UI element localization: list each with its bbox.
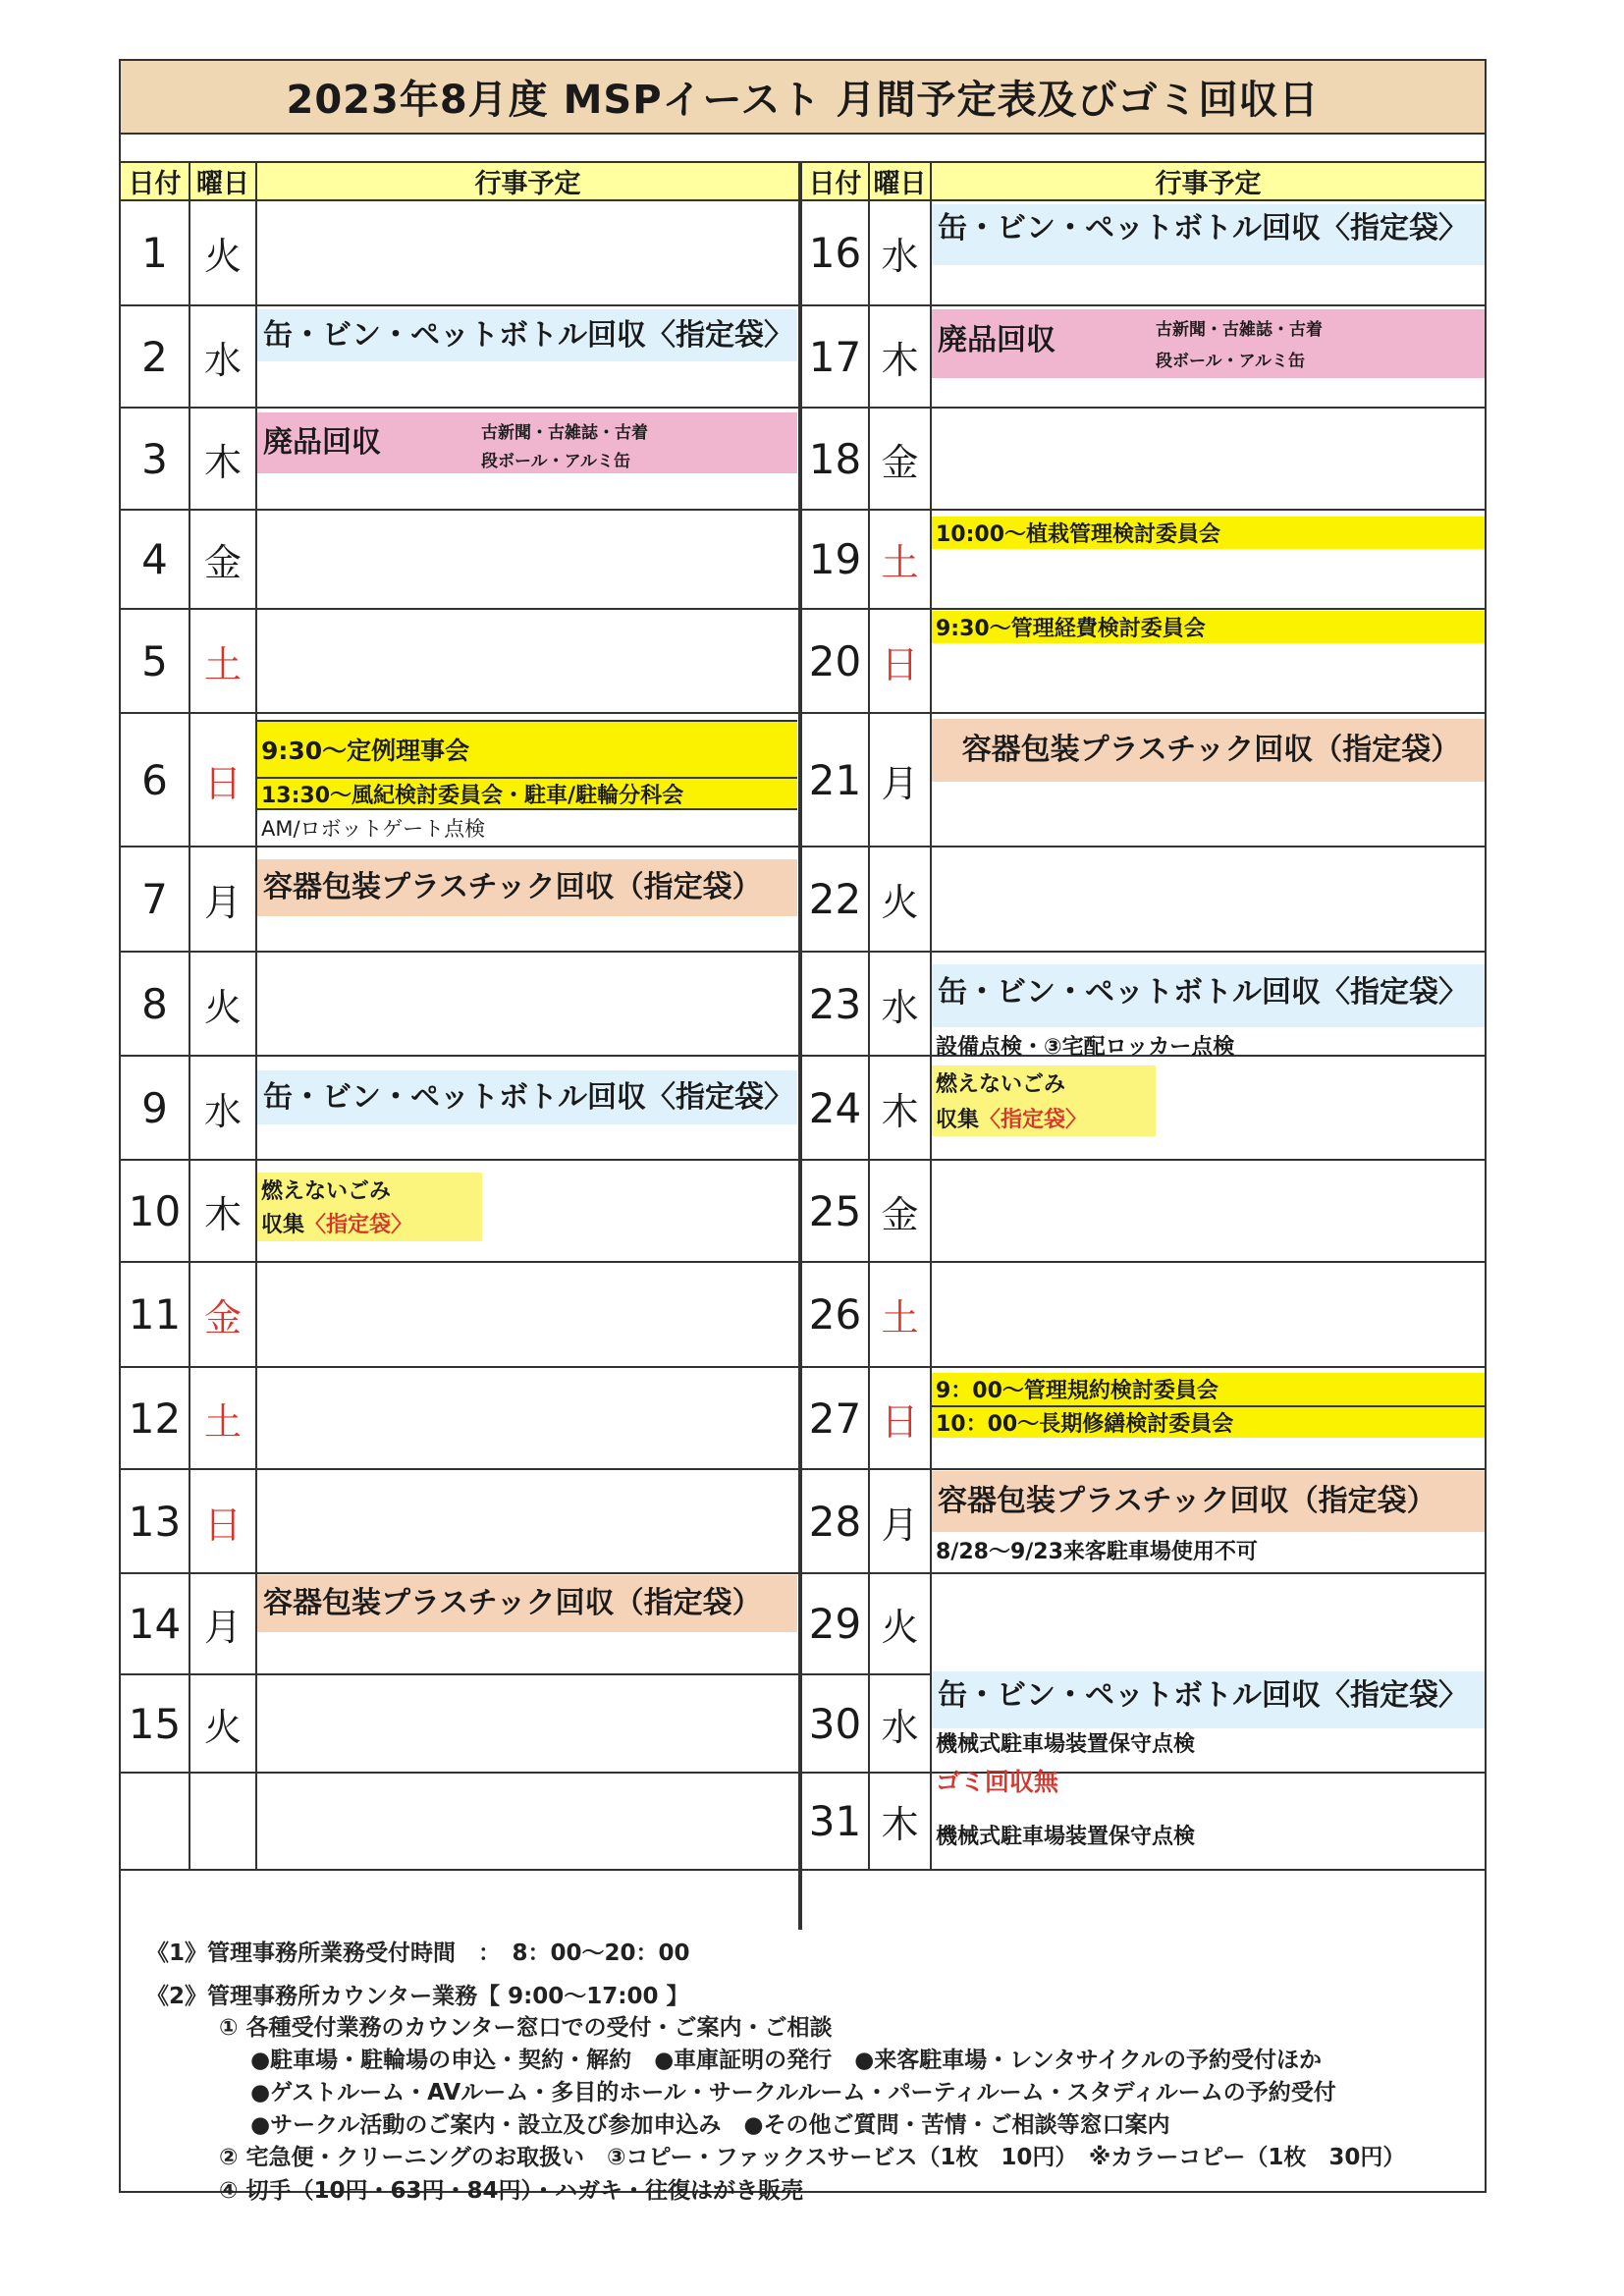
waste-paper-collection-event <box>932 309 1485 378</box>
can-bottle-collection-event: 缶・ビン・ペットボトル回収〈指定袋〉 <box>932 964 1485 1027</box>
event-cell <box>932 1574 1485 1673</box>
weekday-cell: 土 <box>870 1263 932 1366</box>
expense-committee-event <box>932 611 1485 643</box>
calendar-row <box>121 1263 798 1368</box>
event-title: 収集 <box>261 1213 305 1237</box>
day-number: 10 <box>121 1161 190 1261</box>
event-title: 燃えないごみ <box>936 1072 1066 1097</box>
note-line: ② 宅急便・クリーニングのお取扱い ③コピー・ファックスサービス（1枚 10円） ※カラーコピー（1枚 30円） <box>219 2145 1406 2170</box>
weekday-cell: 土 <box>190 610 257 712</box>
committee-meeting-event <box>257 779 797 810</box>
event-detail: 古新聞・古雑誌・古着 <box>1156 320 1323 340</box>
schedule-sheet <box>119 59 1487 2204</box>
event-cell <box>932 1263 1485 1366</box>
day-number: 2 <box>121 306 190 407</box>
weekday-cell: 火 <box>190 201 257 304</box>
day-number: 22 <box>802 847 870 951</box>
event-title: 13:30～風紀検討委員会・駐車/駐輪分科会 <box>261 783 684 808</box>
weekday-cell: 木 <box>190 1161 257 1261</box>
event-cell <box>257 1774 798 1869</box>
weekday-cell: 月 <box>190 847 257 951</box>
event-cell <box>257 201 798 304</box>
event-detail: 段ボール・アルミ缶 <box>1156 352 1305 371</box>
calendar-row <box>121 1470 798 1574</box>
event-cell <box>257 1263 798 1366</box>
note-line: 《2》管理事務所カウンター業務【 9:00～17:00 】 <box>146 1984 689 2009</box>
parking-maintenance-event <box>932 1820 1485 1849</box>
equipment-inspection-event <box>932 1030 1485 1060</box>
day-number: 8 <box>121 953 190 1055</box>
note-line: ●駐車場・駐輪場の申込・契約・解約 ●車庫証明の発行 ●来客駐車場・レンタサイクルの予約受付ほか <box>250 2048 1322 2073</box>
weekday-cell: 水 <box>870 1675 932 1772</box>
event-cell <box>257 953 798 1055</box>
header-date: 日付 <box>802 163 870 199</box>
header-date: 日付 <box>121 163 190 199</box>
note-line: ④ 切手（10円・63円・84円）・ハガキ・往復はがき販売 <box>219 2178 804 2204</box>
event-title: 設備点検・③宅配ロッカー点検 <box>936 1034 1235 1060</box>
non-burnable-collection-event <box>257 1173 482 1241</box>
designated-bag-note: 〈指定袋〉 <box>304 1213 413 1237</box>
weekday-cell: 日 <box>190 714 257 846</box>
calendar-row <box>121 1774 798 1871</box>
left-header <box>121 161 802 201</box>
day-number: 20 <box>802 610 870 712</box>
plastic-collection-event: 容器包装プラスチック回収（指定袋） <box>932 719 1485 782</box>
weekday-cell: 土 <box>870 511 932 608</box>
day-number: 11 <box>121 1263 190 1366</box>
note-line: ① 各種受付業務のカウンター窓口での受付・ご案内・ご相談 <box>219 2015 833 2041</box>
non-burnable-collection-event <box>932 1066 1156 1136</box>
weekday-cell: 日 <box>870 1368 932 1468</box>
event-title: 9:30～管理経費検討委員会 <box>936 617 1206 641</box>
planting-committee-event <box>932 517 1485 549</box>
event-title: 燃えないごみ <box>261 1179 392 1204</box>
weekday-cell: 木 <box>870 1057 932 1159</box>
no-garbage-event <box>932 1764 1485 1797</box>
event-title: 機械式駐車場装置保守点検 <box>936 1824 1196 1849</box>
calendar-row <box>121 201 798 306</box>
event-title: ゴミ回収無 <box>936 1768 1059 1796</box>
event-detail: 古新聞・古雑誌・古着 <box>481 423 648 443</box>
weekday-cell: 金 <box>870 1161 932 1261</box>
day-number: 24 <box>802 1057 870 1159</box>
day-number: 1 <box>121 201 190 304</box>
day-number: 9 <box>121 1057 190 1159</box>
header-events: 行事予定 <box>257 163 802 199</box>
event-title: 8/28～9/23来客駐車場使用不可 <box>936 1539 1258 1564</box>
event-title: 10:00～植栽管理検討委員会 <box>936 522 1221 547</box>
weekday-cell: 金 <box>870 409 932 509</box>
calendar-row <box>121 953 798 1057</box>
robot-gate-inspection-event <box>257 813 797 843</box>
day-number: 5 <box>121 610 190 712</box>
can-bottle-collection-event: 缶・ビン・ペットボトル回収〈指定袋〉 <box>932 204 1485 265</box>
designated-bag-note: 〈指定袋〉 <box>979 1108 1088 1132</box>
event-cell <box>257 511 798 608</box>
page-title: 2023年8月度 MSPイースト 月間予定表及びゴミ回収日 <box>121 61 1485 135</box>
day-number: 14 <box>121 1574 190 1673</box>
day-number: 12 <box>121 1368 190 1468</box>
day-number: 31 <box>802 1774 870 1869</box>
calendar-row <box>121 1675 798 1774</box>
day-number: 16 <box>802 201 870 304</box>
visitor-parking-closure-event <box>932 1535 1485 1564</box>
weekday-cell: 火 <box>870 847 932 951</box>
header-weekday: 曜日 <box>870 163 932 199</box>
waste-paper-collection-event <box>257 412 797 473</box>
event-cell <box>257 1368 798 1468</box>
parking-maintenance-event <box>932 1727 1485 1757</box>
event-cell <box>932 1161 1485 1261</box>
weekday-cell: 月 <box>190 1574 257 1673</box>
event-title: 廃品回収 <box>938 323 1056 357</box>
note-line: ●ゲストルーム・AVルーム・多目的ホール・サークルルーム・パーティルーム・スタディルームの予約受付 <box>250 2080 1336 2105</box>
day-number: 18 <box>802 409 870 509</box>
right-header <box>802 161 1485 201</box>
day-number: 6 <box>121 714 190 846</box>
event-title: 9：00～管理規約検討委員会 <box>936 1379 1218 1403</box>
day-number: 30 <box>802 1675 870 1772</box>
weekday-cell: 月 <box>870 714 932 846</box>
event-title: 収集 <box>936 1108 980 1132</box>
event-cell <box>257 610 798 712</box>
event-cell <box>932 409 1485 509</box>
weekday-cell: 日 <box>870 610 932 712</box>
event-detail: 段ボール・アルミ缶 <box>481 452 630 471</box>
plastic-collection-event: 容器包装プラスチック回収（指定袋） <box>257 1575 797 1632</box>
weekday-cell: 木 <box>870 306 932 407</box>
day-number: 3 <box>121 409 190 509</box>
weekday-cell: 火 <box>870 1574 932 1673</box>
plastic-collection-event: 容器包装プラスチック回収（指定袋） <box>257 859 797 916</box>
calendar-row <box>121 610 798 714</box>
event-cell <box>257 1675 798 1772</box>
header-weekday: 曜日 <box>190 163 257 199</box>
day-number: 25 <box>802 1161 870 1261</box>
calendar-row <box>802 1263 1485 1368</box>
event-title: 機械式駐車場装置保守点検 <box>936 1731 1196 1757</box>
day-number: 19 <box>802 511 870 608</box>
calendar-row <box>121 1368 798 1470</box>
weekday-cell: 月 <box>870 1470 932 1572</box>
weekday-cell: 水 <box>870 201 932 304</box>
note-line: 《1》管理事務所業務受付時間 ： 8：00～20：00 <box>146 1941 690 1966</box>
can-bottle-collection-event: 缶・ビン・ペットボトル回収〈指定袋〉 <box>257 1070 797 1124</box>
note-line: ●サークル活動のご案内・設立及び参加申込み ●その他ご質問・苦情・ご相談等窓口案内 <box>250 2112 1170 2138</box>
day-number: 29 <box>802 1574 870 1673</box>
calendar-row <box>802 1574 1485 1675</box>
day-number: 27 <box>802 1368 870 1468</box>
event-cell <box>257 1470 798 1572</box>
event-title: AM/ロボットゲート点検 <box>261 817 486 841</box>
weekday-cell: 水 <box>870 953 932 1055</box>
calendar-row <box>802 409 1485 511</box>
event-cell <box>932 847 1485 951</box>
weekday-cell: 火 <box>190 1675 257 1772</box>
calendar-row <box>802 847 1485 953</box>
day-number: 17 <box>802 306 870 407</box>
weekday-cell: 水 <box>190 1057 257 1159</box>
day-number: 7 <box>121 847 190 951</box>
day-number: 21 <box>802 714 870 846</box>
weekday-cell <box>190 1774 257 1869</box>
day-number: 26 <box>802 1263 870 1366</box>
weekday-cell: 日 <box>190 1470 257 1572</box>
weekday-cell: 木 <box>870 1774 932 1869</box>
day-number: 15 <box>121 1675 190 1772</box>
header-events: 行事予定 <box>1155 169 1262 199</box>
event-title: 廃品回収 <box>263 425 381 460</box>
day-number: 4 <box>121 511 190 608</box>
can-bottle-collection-event: 缶・ビン・ペットボトル回収〈指定袋〉 <box>932 1671 1485 1728</box>
day-number: 13 <box>121 1470 190 1572</box>
calendar-row <box>802 1161 1485 1263</box>
day-number: 28 <box>802 1470 870 1572</box>
event-title: 9:30～定例理事会 <box>261 737 470 765</box>
calendar-row <box>121 511 798 610</box>
can-bottle-collection-event: 缶・ビン・ペットボトル回収〈指定袋〉 <box>257 309 797 361</box>
weekday-cell: 土 <box>190 1368 257 1468</box>
weekday-cell: 金 <box>190 511 257 608</box>
weekday-cell: 金 <box>190 1263 257 1366</box>
board-meeting-event <box>257 720 797 779</box>
event-title: 10：00～長期修繕検討委員会 <box>936 1412 1234 1437</box>
weekday-cell: 水 <box>190 306 257 407</box>
day-number: 23 <box>802 953 870 1055</box>
weekday-cell: 火 <box>190 953 257 1055</box>
bylaws-committee-event <box>932 1373 1485 1405</box>
weekday-cell: 木 <box>190 409 257 509</box>
day-number <box>121 1774 190 1869</box>
plastic-collection-event: 容器包装プラスチック回収（指定袋） <box>932 1471 1485 1532</box>
repair-committee-event <box>932 1405 1485 1438</box>
